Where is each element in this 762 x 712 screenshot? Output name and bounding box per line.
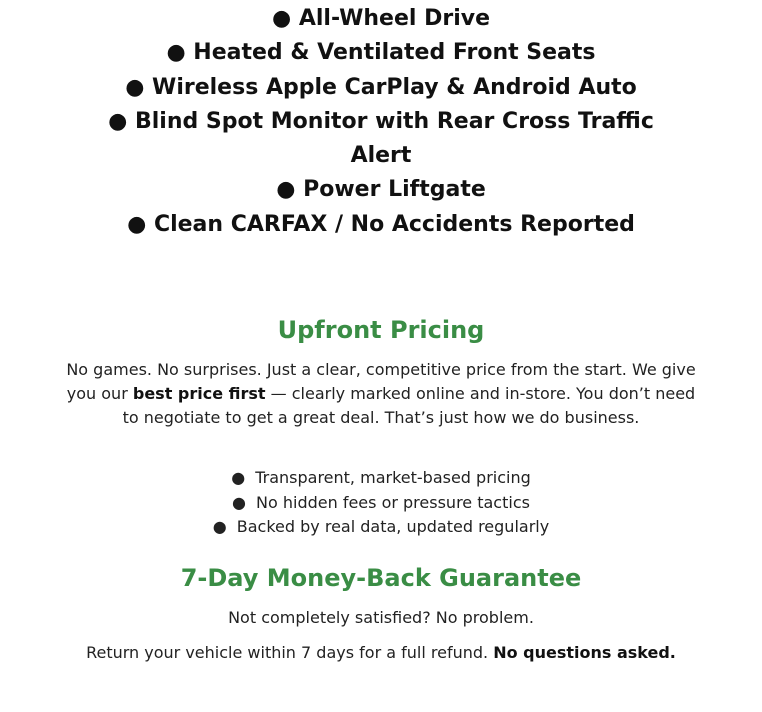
- list-item: [0, 466, 762, 491]
- bullet-icon: ●: [231, 468, 246, 487]
- guarantee-bold-text: No questions asked.: [493, 643, 676, 662]
- bullet-text: No hidden fees or pressure tactics: [256, 492, 530, 512]
- pricing-bullet-list: [0, 466, 762, 540]
- bullet-text: Transparent, market-based pricing: [255, 468, 531, 487]
- feature-item: ● Clean CARFAX / No Accidents Reported: [127, 211, 635, 237]
- bullet-icon: ●: [212, 517, 227, 536]
- list-item: [0, 515, 762, 540]
- features-list: [0, 2, 762, 242]
- upfront-pricing-title: Upfront Pricing: [277, 316, 485, 344]
- desc-text: No games. No surprises. Just a clear, competitive price from the start. We give you our: [66, 360, 696, 403]
- bullet-icon: ●: [232, 492, 247, 512]
- guarantee-lead-text: Not completely satisfied? No problem.: [228, 608, 534, 627]
- feature-item: ● Power Liftgate: [276, 177, 486, 203]
- bullet-text: Backed by real data, updated regularly: [236, 517, 550, 536]
- upfront-pricing-description: [0, 358, 762, 430]
- list-item: [0, 491, 762, 516]
- guarantee-body-text: Return your vehicle within 7 days for a full refund.: [86, 643, 494, 662]
- guarantee-lead: [0, 606, 762, 630]
- desc-text: — clearly marked online and in-store. You don’t need to negotiate to get a great deal. That’s just how we do business.: [122, 384, 696, 427]
- feature-item: ● Wireless Apple CarPlay & Android Auto: [125, 74, 637, 100]
- desc-bold-text: best price first: [132, 384, 266, 403]
- feature-item: ● Heated & Ventilated Front Seats: [166, 40, 596, 66]
- guarantee-body: [0, 641, 762, 665]
- guarantee-title: 7-Day Money-Back Guarantee: [180, 564, 582, 592]
- feature-item: ● Blind Spot Monitor with Rear Cross Traffic Alert: [108, 108, 654, 169]
- feature-item: ● All-Wheel Drive: [272, 6, 490, 31]
